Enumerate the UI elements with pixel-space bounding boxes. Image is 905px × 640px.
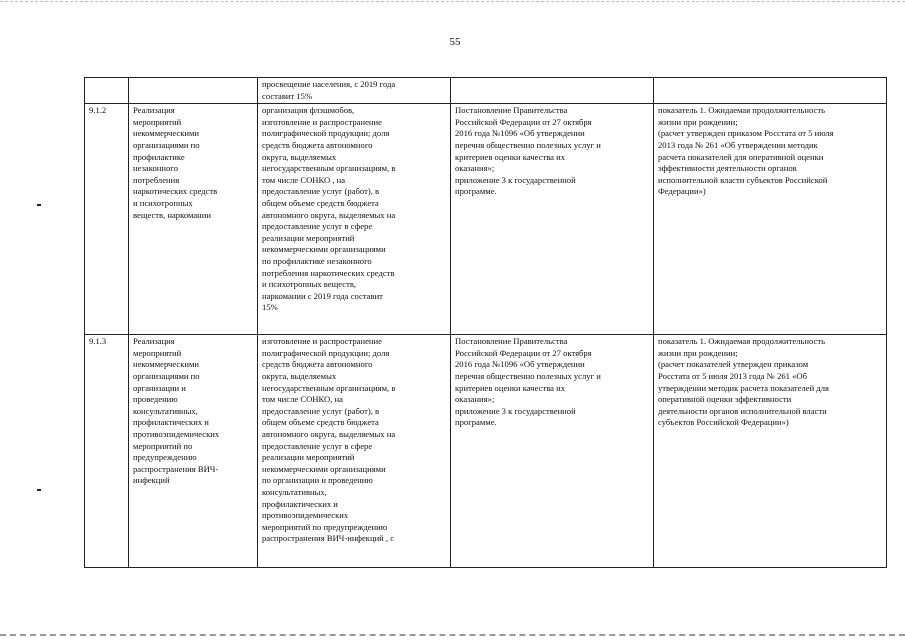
text-line: приложение 3 к государственной [455,405,576,416]
text-line: Постановление Правительства [455,336,568,347]
text-line: проведению [133,394,178,405]
page-number: 55 [449,36,461,48]
text-line: некоммерческими [133,359,200,370]
text-line: предоставление услуг (работ), в [262,186,380,197]
text-line: распространения ВИЧ-инфекций , с [262,533,395,544]
text-line: утверждении методик расчета показателей для [658,382,829,393]
row-number-cell: 9.1.2 [85,104,129,335]
text-line: 2016 года №1096 «Об утверждении [455,128,585,139]
text-line: 2013 года № 261 «Об утверждении методик [658,139,818,150]
text-line: организация флэшмобов, [262,105,355,116]
indicator-cell [654,78,887,104]
text-line: округа, выделяемых [262,370,337,381]
text-line: автономного округа, выделяемых на [262,209,396,220]
text-line: мероприятий по предупреждению [262,521,388,532]
indicator-cell [654,335,887,568]
text-line: (расчет утвержден приказом Росстата от 5 июля [658,128,834,139]
text-line: потребления наркотических средств [262,267,395,278]
text-line: мероприятий [133,347,182,358]
text-line: некоммерческими организациями [262,463,386,474]
text-line: Реализация [133,105,175,116]
legal-basis-cell [451,78,654,104]
text-line: незаконного [133,163,178,174]
text-line: эффективности деятельности органов [658,163,797,174]
text-line: 15% [262,302,278,313]
text-line: автономного округа, выделяемых на [262,428,396,439]
text-line: и психотропных [133,197,193,208]
text-line: мероприятий [133,116,182,127]
text-line: показатель 1. Ожидаемая продолжительность [658,336,826,347]
program-table [84,77,887,568]
text-line: мероприятий по [133,440,193,451]
text-lines [262,336,446,545]
table-row [85,335,887,568]
text-line: по организации и проведению [262,475,373,486]
text-line: Постановление Правительства [455,105,568,116]
text-line: изготовление и распространение [262,116,382,127]
activity-name-cell [129,335,258,568]
text-line: полиграфической продукции; доля [262,128,390,139]
text-lines [658,105,882,198]
text-line: (расчет показателей утвержден приказом [658,359,809,370]
text-line: профилактических и [262,498,338,509]
text-line: негосударственным организациям, в [262,382,396,393]
scan-mark [37,204,41,206]
text-line: расчета показателей для оперативной оценки [658,151,824,162]
text-line: общем объеме средств бюджета [262,197,379,208]
text-line: некоммерческими [133,128,200,139]
text-line: наркотических средств [133,186,218,197]
text-line: оказания»; [455,394,495,405]
activity-content-cell [258,104,451,335]
text-line: наркомании с 2019 года составит [262,290,383,301]
text-line: просвещение населения, с 2019 года [262,79,396,89]
text-line: противоэпидемических [262,510,349,521]
text-line: средств бюджета автономного [262,139,373,150]
activity-name-cell [129,78,258,104]
text-line: и психотропных веществ, [262,279,357,290]
scan-edge-bottom [0,634,905,636]
indicator-cell [654,104,887,335]
scan-edge-top [0,1,905,2]
text-line: потребления [133,174,180,185]
activity-name-cell [129,104,258,335]
text-line: Российской Федерации от 27 октября [455,347,592,358]
text-line: перечня общественно полезных услуг и [455,370,601,381]
text-line: оказания»; [455,163,495,174]
text-line: приложение 3 к государственной [455,174,576,185]
text-lines [262,105,446,314]
activity-content-cell [258,78,451,104]
legal-basis-cell [451,335,654,568]
row-number-cell [85,78,129,104]
text-line: некоммерческими организациями [262,244,386,255]
text-line: критериев оценки качества их [455,382,566,393]
text-line: программе. [455,186,497,197]
text-line: составит 15% [262,90,313,101]
activity-content-cell [258,335,451,568]
text-line: негосударственным организациям, в [262,163,396,174]
text-line: программе. [455,417,497,428]
text-line: профилактике [133,151,185,162]
text-line: перечня общественно полезных услуг и [455,139,601,150]
text-line: противоэпидемических [133,428,220,439]
text-line: консультативных, [133,405,198,416]
text-line: субъектов Российской Федерации») [658,417,789,428]
text-lines [262,79,446,102]
text-line: деятельности органов исполнительной власти [658,405,827,416]
text-line: Федерации») [658,186,706,197]
text-line: средств бюджета автономного [262,359,373,370]
text-line: предоставление услуг в сфере [262,221,373,232]
text-line: профилактических и [133,417,209,428]
text-line: реализации мероприятий [262,232,355,243]
text-line: общем объеме средств бюджета [262,417,379,428]
text-line: том числе СОНКО, на [262,394,343,405]
text-line: организациями по [133,139,200,150]
text-line: том числе СОНКО , на [262,174,346,185]
text-line: Росстата от 5 июля 2013 года № 261 «Об [658,370,808,381]
text-lines [455,336,649,429]
text-line: организациями по [133,370,200,381]
text-lines [133,336,253,487]
text-line: показатель 1. Ожидаемая продолжительность [658,105,826,116]
text-lines [658,336,882,429]
text-line: округа, выделяемых [262,151,337,162]
text-line: организации и [133,382,186,393]
text-line: распространения ВИЧ- [133,463,219,474]
text-line: консультативных, [262,486,327,497]
text-line: предоставление услуг (работ), в [262,405,380,416]
text-line: предупреждению [133,452,197,463]
legal-basis-cell [451,104,654,335]
text-line: жизни при рождении; [658,347,738,358]
text-line: полиграфической продукции; доля [262,347,390,358]
text-line: предоставление услуг в сфере [262,440,373,451]
text-line: исполнительной власти субъектов Российской [658,174,828,185]
text-line: веществ, наркомании [133,209,211,220]
text-line: реализации мероприятий [262,452,355,463]
table-row [85,104,887,335]
text-line: инфекций [133,475,170,486]
scan-mark [37,489,41,491]
text-lines [455,105,649,198]
text-line: изготовление и распространение [262,336,382,347]
text-line: оперативной оценки эффективности [658,394,792,405]
text-line: жизни при рождении; [658,116,738,127]
table-row [85,78,887,104]
row-number-cell: 9.1.3 [85,335,129,568]
text-line: Российской Федерации от 27 октября [455,116,592,127]
text-lines [133,105,253,221]
text-line: 2016 года №1096 «Об утверждении [455,359,585,370]
text-line: по профилактике незаконного [262,255,372,266]
text-line: критериев оценки качества их [455,151,566,162]
text-line: Реализация [133,336,175,347]
